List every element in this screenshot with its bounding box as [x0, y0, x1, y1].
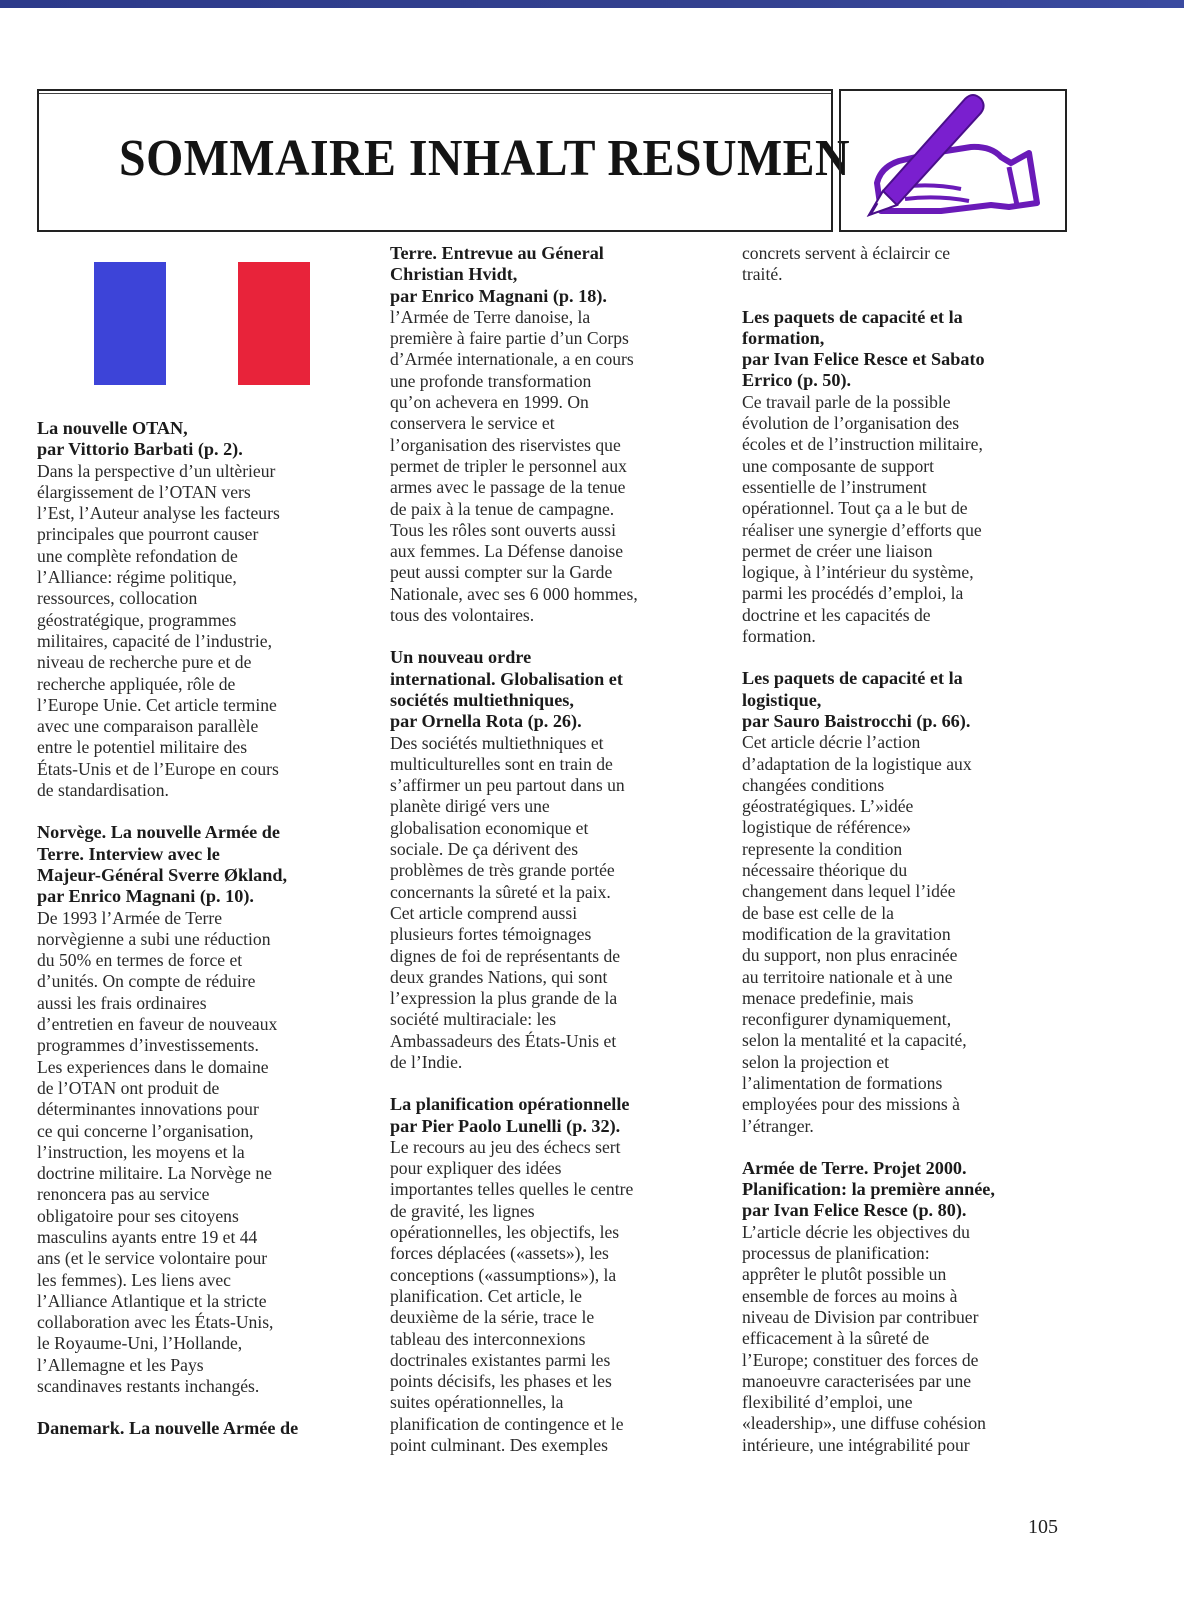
article-heading: Les paquets de capacité et la logistique, par Sauro Baistrocchi (p. 66). [742, 668, 971, 731]
article-text: l’Armée de Terre danoise, la première à faire partie d’un Corps d’Armée internationale, a en cours une profonde transformation qu’on achevera en 1999. On conservera le service et l’organisation des riservistes que permet de tripler le personnel aux armes avec le passage de la tenue de paix à la tenue de campagne. Tous les rôles sont ouverts aussi aux femmes. La Défense danoise peut aussi compter sur la Garde Nationale, avec ses 6 000 hommes, tous des volontaires. [390, 306, 638, 626]
column-2 [390, 243, 720, 1477]
article-summary [37, 418, 367, 801]
article-heading: Armée de Terre. Projet 2000. Planification: la première année, par Ivan Felice Resce (p. 80). [742, 1157, 995, 1221]
article-text: Ce travail parle de la possible évolution de l’organisation des écoles et de l’instruction militaire, une composante de support essentielle de l’instrument opérationnel. Tout ça a le but de réaliser une synergie d’efforts que permet de créer une liaison logique, à l’intérieur du système, parmi les procédés d’emploi, la doctrine et les capacités de formation. [742, 391, 983, 647]
column-1 [37, 418, 367, 1461]
flag-red-band [238, 262, 310, 385]
french-flag [94, 262, 310, 385]
article-summary [742, 668, 1072, 1137]
article-summary [390, 243, 720, 626]
writing-icon-box [839, 89, 1067, 232]
article-heading: La planification opérationnelle par Pier Paolo Lunelli (p. 32). [390, 1094, 630, 1136]
page-title: SOMMAIRE INHALT RESUMEN [119, 130, 850, 187]
flag-blue-band [94, 262, 166, 385]
column-3 [742, 243, 1072, 1477]
article-summary [37, 1418, 367, 1439]
title-box [37, 89, 850, 232]
article-text: Cet article décrie l’action d’adaptation de la logistique aux changées conditions géostratégiques. L’»idée logistique de référence» represente la condition nécessaire théorique du changement dans lequel l’idée de base est celle de la modification de la gravitation du support, non plus enracinée au territoire nationale et à une menace predefinie, mais reconfigurer dynamiquement, selon la mentalité et la capacité, selon la projection et l’alimentation de formations employées pour des missions à l’étranger. [742, 732, 972, 1136]
article-text: Des sociétés multiethniques et multiculturelles sont en train de s’affirmer un peu partout dans un planète dirigé vers une globalisation economique et sociale. De ça dérivent des problèmes de très grande portée concernants la sûreté et la paix. Cet article comprend aussi plusieurs fortes témoignages dignes de foi de représentants de deux grandes Nations, qui sont l’expression la plus grande de la société multiraciale: les Ambassadeurs des États-Unis et de l’Indie. [390, 732, 625, 1072]
article-text: concrets servent à éclaircir ce traité. [742, 243, 951, 285]
article-summary [390, 647, 720, 1073]
article-heading: Les paquets de capacité et la formation, par Ivan Felice Resce et Sabato Errico (p. 50). [742, 306, 985, 391]
article-summary [742, 307, 1072, 648]
page-number: 105 [1028, 1516, 1058, 1538]
article-text: Le recours au jeu des échecs sert pour expliquer des idées importantes telles quelles le centre de gravité, les lignes opérationnelles, les objectifs, les forces déplacées («assets»), les conceptions («assumptions»), la planification. Cet article, le deuxième de la série, trace le tableau des interconnexions doctrinales existantes parmi les points décisifs, les phases et les suites opérationnelles, la planification de contingence et le point culminant. Des exemples [390, 1136, 634, 1456]
article-text: De 1993 l’Armée de Terre norvègienne a subi une réduction du 50% en termes de force et d’unités. On compte de réduire aussi les frais ordinaires d’entretien en faveur de nouveaux programmes d’investissements. Les experiences dans le domaine de l’OTAN ont produit de déterminantes innovations pour ce qui concerne l’organisation, l’instruction, les moyens et la doctrine militaire. La Norvège ne renoncera pas au service obligatoire pour ses citoyens masculins ayants entre 19 et 44 ans (et le service volontaire pour les femmes). Les liens avec l’Alliance Atlantique et la stricte collaboration avec les États-Unis, le Royaume-Uni, l’Hollande, l’Allemagne et les Pays scandinaves restants inchangés. [37, 907, 278, 1397]
article-heading: Norvège. La nouvelle Armée de Terre. Interview avec le Majeur-Général Sverre Økland, par Enrico Magnani (p. 10). [37, 822, 288, 907]
article-summary [742, 243, 1072, 286]
article-summary [742, 1158, 1072, 1456]
article-heading: Un nouveau ordre international. Globalisation et sociétés multiethniques, par Ornella Rota (p. 26). [390, 647, 623, 732]
article-text: Dans la perspective d’un ultèrieur élargissement de l’OTAN vers l’Est, l’Auteur analyse les facteurs principales que pourront causer une complète refondation de l’Alliance: régime politique, ressources, collocation géostratégique, programmes militaires, capacité de l’industrie, niveau de recherche pure et de recherche appliquée, rôle de l’Europe Unie. Cet article termine avec une comparaison parallèle entre le potentiel militaire des États-Unis et de l’Europe en cours de standardisation. [37, 460, 280, 801]
article-summary [37, 822, 367, 1397]
article-text: L’article décrie les objectives du processus de planification: apprêter le plutôt possible un ensemble de forces au moins à niveau de Division par contribuer efficacement à la sûreté de l’Europe; constituer des forces de manoeuvre caracterisées par une flexibilité d’emploi, une «leadership», une diffuse cohésion intérieure, une intégrabilité pour [742, 1221, 986, 1455]
article-heading: La nouvelle OTAN, par Vittorio Barbati (p. 2). [37, 418, 243, 460]
article-heading: Danemark. La nouvelle Armée de [37, 1418, 299, 1439]
top-color-bar [0, 0, 1184, 8]
flag-white-band [166, 262, 238, 385]
article-heading: Terre. Entrevue au Géneral Christian Hvidt, par Enrico Magnani (p. 18). [390, 243, 607, 306]
hand-writing-pen-icon [841, 91, 1065, 230]
article-summary [390, 1094, 720, 1456]
